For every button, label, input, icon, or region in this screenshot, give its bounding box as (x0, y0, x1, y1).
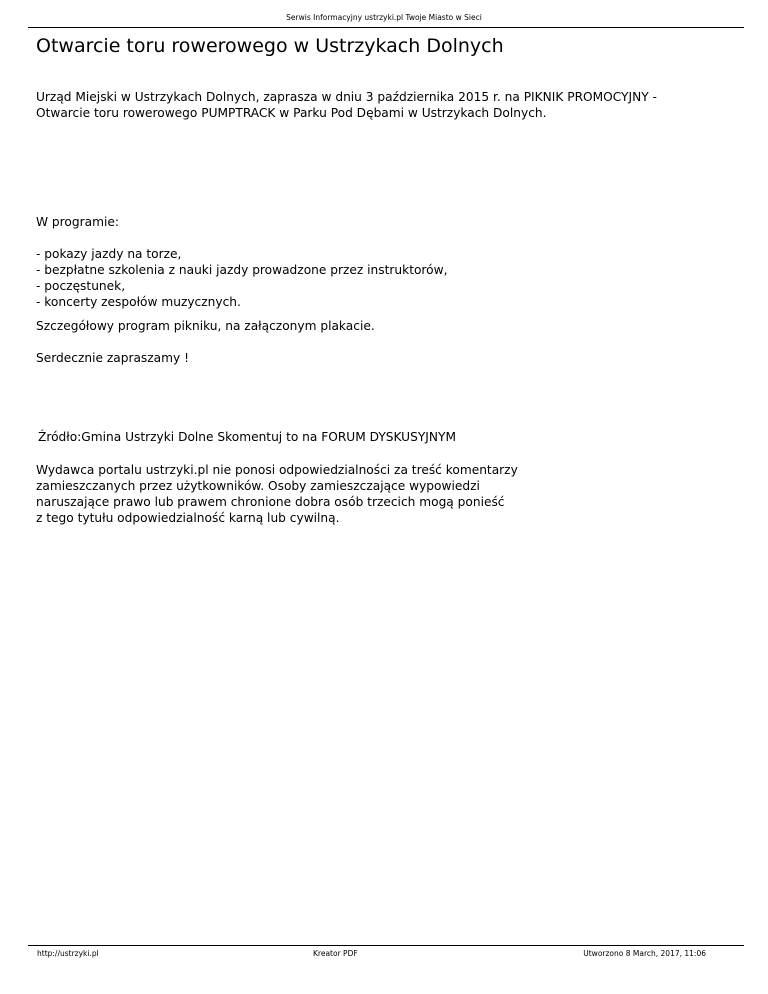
disclaimer-line: z tego tytułu odpowiedzialność karną lub cywilną. (36, 511, 340, 525)
disclaimer-line: zamieszczanych przez użytkowników. Osoby zamieszczające wypowiedzi (36, 479, 480, 493)
footer-creator: Kreator PDF (313, 949, 358, 958)
header-divider (28, 27, 744, 28)
program-item: - koncerty zespołów muzycznych. (36, 295, 241, 309)
intro-line: Otwarcie toru rowerowego PUMPTRACK w Parku Pod Dębami w Ustrzykach Dolnych. (36, 106, 547, 120)
footer-divider (28, 945, 744, 946)
program-item: - pokazy jazdy na torze, (36, 247, 182, 261)
program-heading: W programie: (36, 215, 119, 229)
footer-url: http://ustrzyki.pl (37, 949, 99, 958)
publisher-disclaimer (36, 462, 556, 526)
program-item: - poczęstunek, (36, 279, 126, 293)
article-intro (36, 89, 736, 121)
disclaimer-line: naruszające prawo lub prawem chronione dobra osób trzecich mogą ponieść (36, 495, 505, 509)
disclaimer-line: Wydawca portalu ustrzyki.pl nie ponosi odpowiedzialności za treść komentarzy (36, 463, 518, 477)
article-title: Otwarcie toru rowerowego w Ustrzykach Dolnych (36, 35, 504, 57)
closing-invitation: Serdecznie zapraszamy ! (36, 351, 189, 365)
article-source: Źródło:Gmina Ustrzyki Dolne Skomentuj to na FORUM DYSKUSYJNYM (38, 430, 456, 444)
program-item: - bezpłatne szkolenia z nauki jazdy prowadzone przez instruktorów, (36, 263, 448, 277)
footer-created-timestamp: Utworzono 8 March, 2017, 11:06 (583, 949, 706, 958)
program-list (36, 246, 447, 310)
intro-line: Urząd Miejski w Ustrzykach Dolnych, zaprasza w dniu 3 października 2015 r. na PIKNIK PROMOCYJNY - (36, 90, 657, 104)
program-details: Szczegółowy program pikniku, na załączonym plakacie. (36, 319, 375, 333)
page-header-site-title: Serwis Informacyjny ustrzyki.pl Twoje Miasto w Sieci (286, 13, 482, 22)
